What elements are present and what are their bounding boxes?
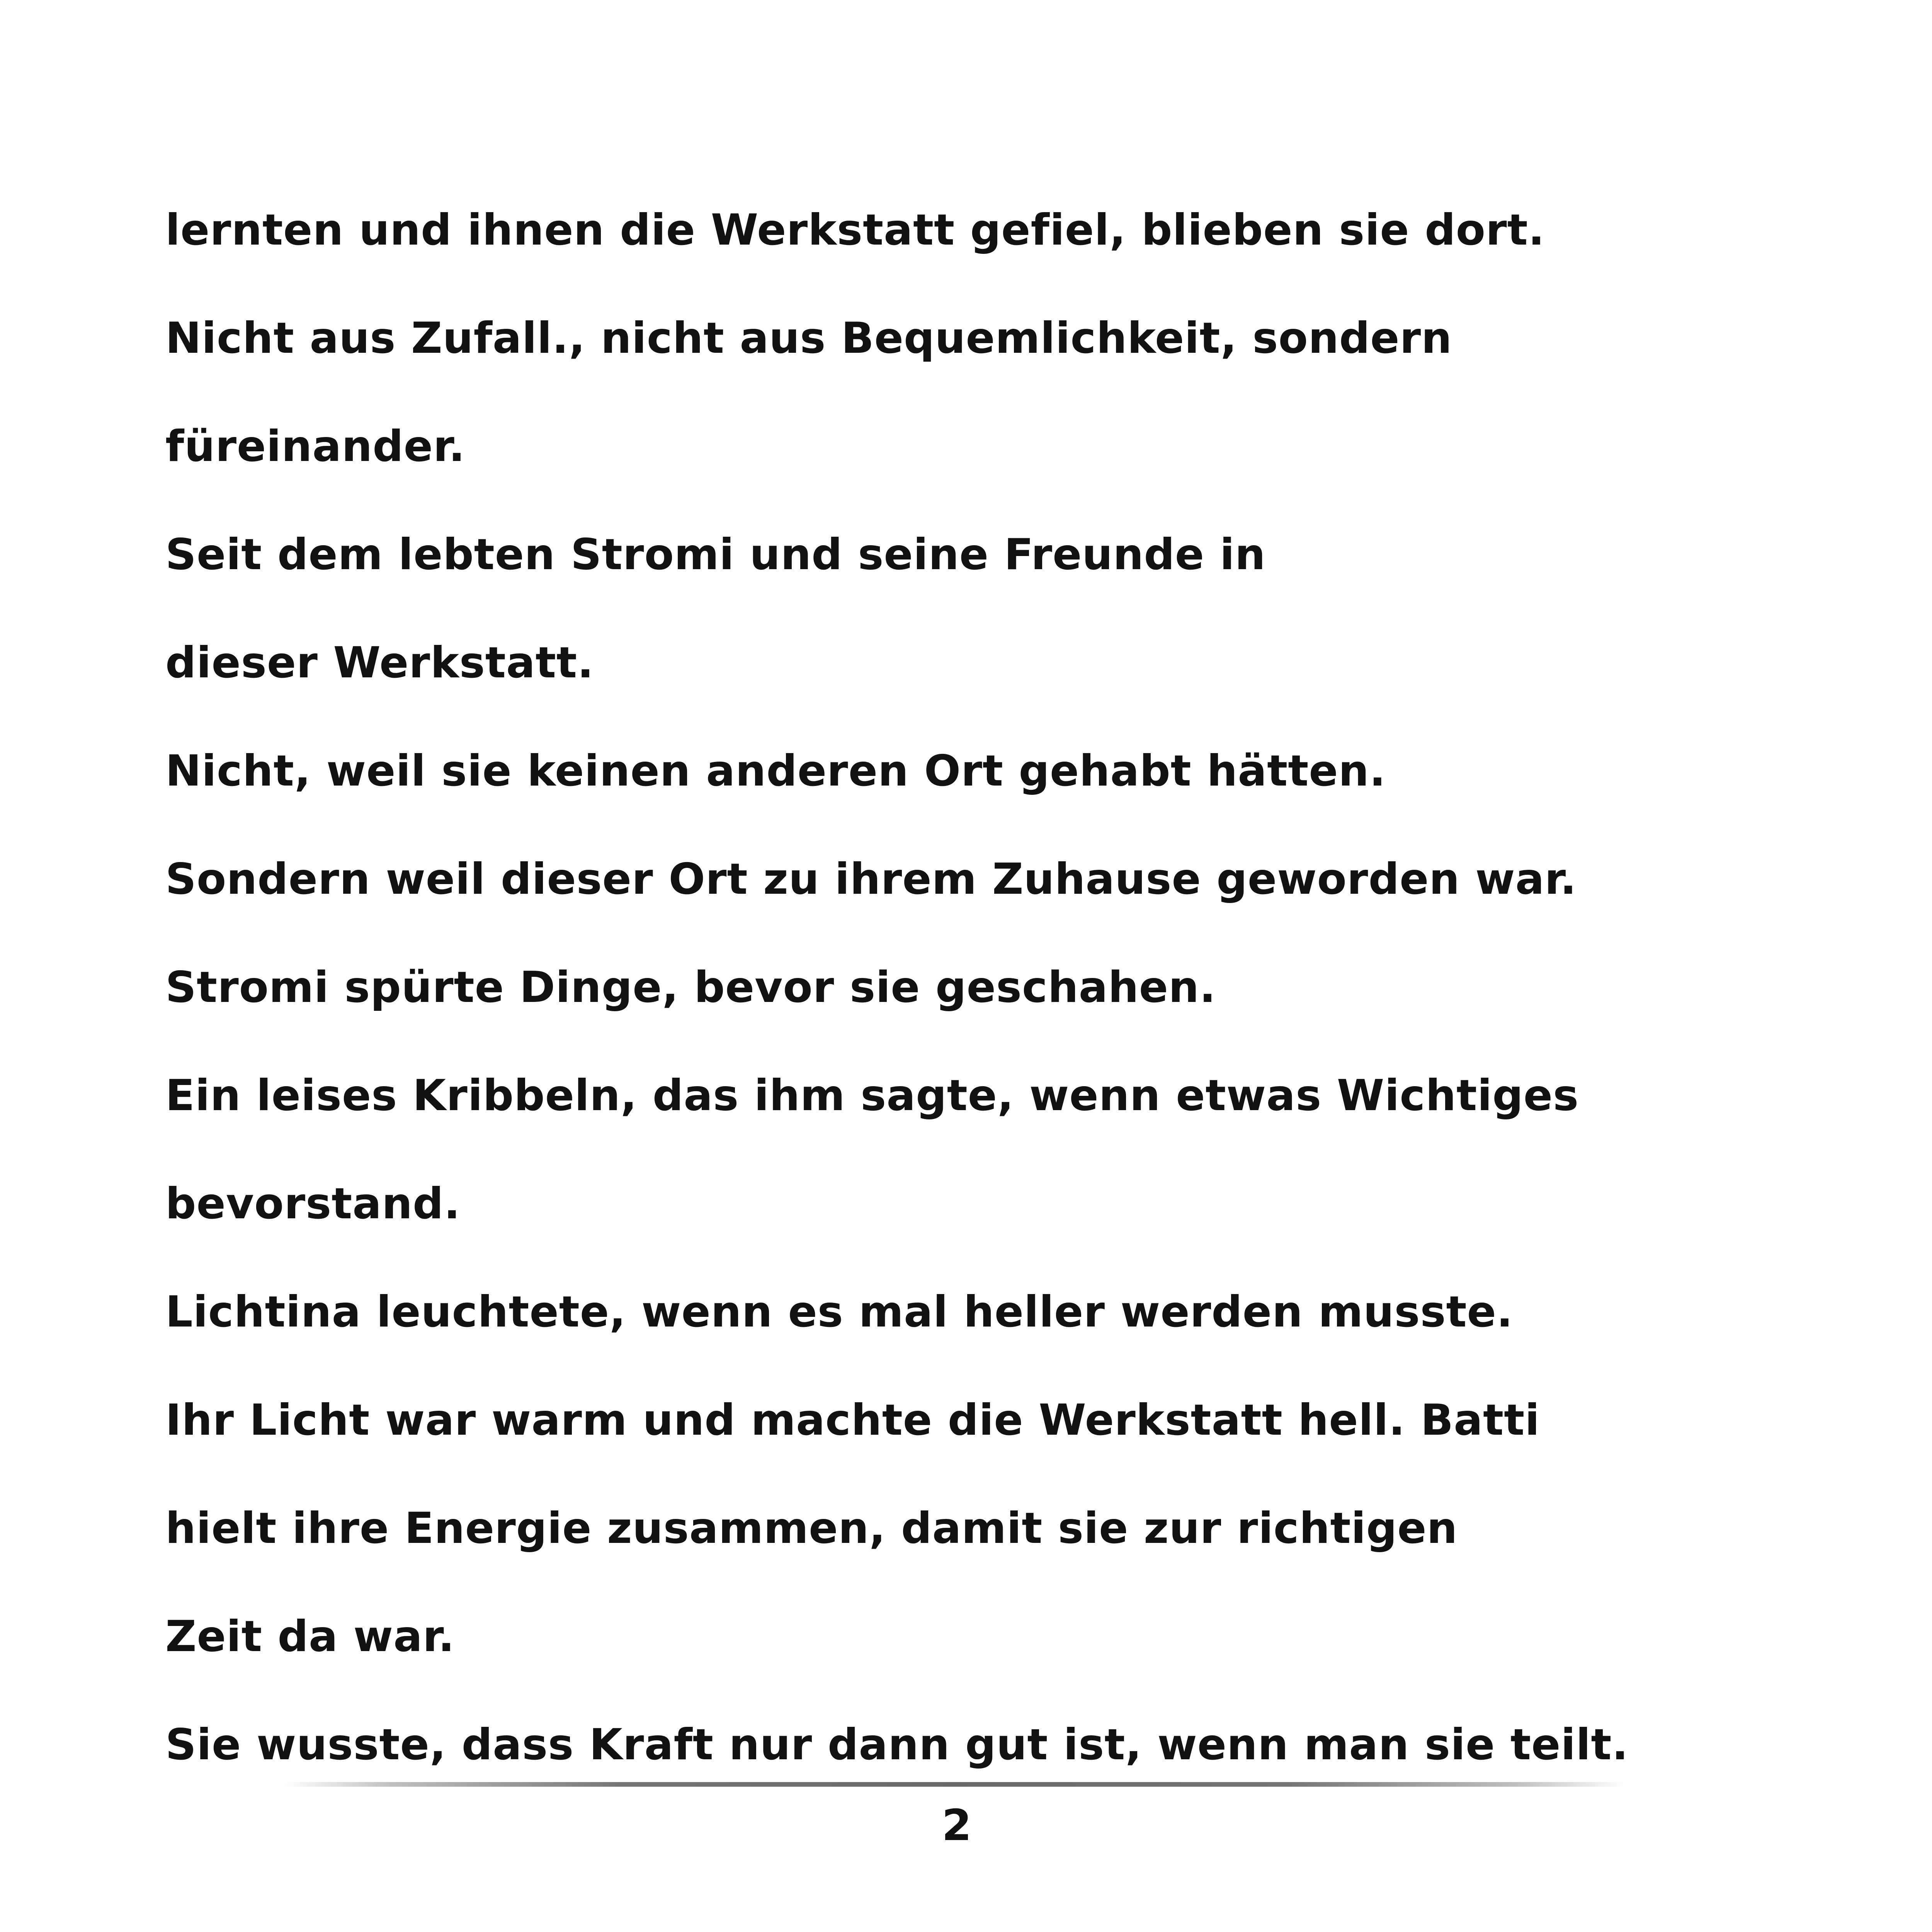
text-line: Seit dem lebten Stromi und seine Freunde in [165, 530, 1266, 580]
text-line: hielt ihre Energie zusammen, damit sie zur richtigen [165, 1503, 1458, 1553]
text-line: dieser Werkstatt. [165, 638, 594, 688]
text-line: Sie wusste, dass Kraft nur dann gut ist, wenn man sie teilt. [165, 1720, 1629, 1770]
text-line: Sondern weil dieser Ort zu ihrem Zuhause geworden war. [165, 854, 1577, 904]
footer-divider [284, 1782, 1625, 1787]
text-line: Zeit da war. [165, 1612, 455, 1662]
text-line: bevorstand. [165, 1179, 461, 1229]
page-number: 2 [942, 1801, 972, 1850]
text-line: füreinander. [165, 422, 466, 471]
text-line: Stromi spürte Dinge, bevor sie geschahen. [165, 963, 1216, 1012]
text-line: lernten und ihnen die Werkstatt gefiel, blieben sie dort. [165, 205, 1545, 255]
text-line: Ihr Licht war warm und machte die Werkstatt hell. Batti [165, 1395, 1540, 1445]
text-line: Lichtina leuchtete, wenn es mal heller werden musste. [165, 1287, 1514, 1337]
text-line: Nicht aus Zufall., nicht aus Bequemlichkeit, sondern [165, 313, 1452, 363]
body-text [165, 176, 1850, 1799]
text-line: Nicht, weil sie keinen anderen Ort gehabt hätten. [165, 746, 1386, 796]
text-line: Ein leises Kribbeln, das ihm sagte, wenn etwas Wichtiges [165, 1071, 1579, 1121]
